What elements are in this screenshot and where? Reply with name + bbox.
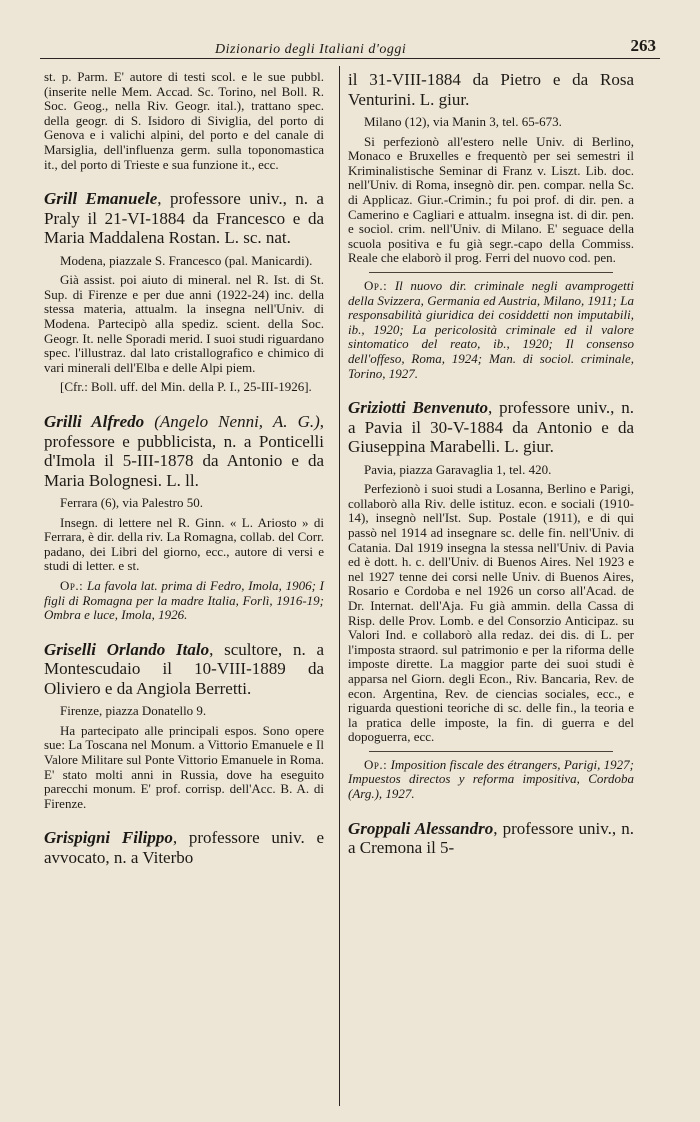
continuation-head: il 31-VIII-1884 da Pietro e da Rosa Venturini. L. giur. xyxy=(348,70,634,109)
column-divider xyxy=(339,66,340,1106)
works-text: La favola lat. prima di Fedro, Imola, 1906; I figli di Romagna per la madre Italia, Forlì, 1916-19; Ombra e luce, Imola, 1926. xyxy=(44,577,324,623)
entry-address: Firenze, piazza Donatello 9. xyxy=(60,703,207,719)
entry-alias: (Angelo Nenni, A. G.) xyxy=(154,412,320,431)
entry-address: Ferrara (6), via Palestro 50. xyxy=(60,495,203,510)
entry-name: Grill Emanuele xyxy=(44,189,158,209)
entry-name: Groppali Alessandro xyxy=(348,818,494,838)
entry-head: , professore univ., n. a Cremona il 5- xyxy=(348,818,634,858)
entry-cfr: [Cfr.: Boll. uff. del Min. della P. I., 25-III-1926]. xyxy=(60,379,312,395)
entry-grispigni xyxy=(44,828,324,867)
entry-address: Pavia, piazza Garavaglia 1, tel. 420. xyxy=(364,461,552,477)
works-label: Op.: xyxy=(60,577,84,593)
entry-head: , professore univ., n. a Praly il 21-VI-1884 da Francesco e da Maria Maddalena Rostan. L. sc. nat. xyxy=(44,189,324,248)
entry-head: , professore e pubblicista, n. a Ponticelli d'Imola il 5-III-1878 da Antonio e da Maria Bolognesi. L. ll. xyxy=(44,412,325,490)
entry-grill xyxy=(44,189,324,395)
entry-body: Insegn. di lettere nel R. Ginn. « L. Ariosto » di Ferrara, è dir. della riv. La Romagna, collab. del Corr. padano, dei Libri del giorno, ecc., autore di versi e studi di letter. e st. xyxy=(44,514,324,574)
page-number: 263 xyxy=(630,36,656,55)
entry-griselli xyxy=(44,640,324,812)
entry-head: , scultore, n. a Montescudaio il 10-VIII-1889 da Oliviero e da Angiola Berretti. xyxy=(44,639,324,698)
entry-body: Ha partecipato alle principali espos. Sono opere sue: La Toscana nel Monum. a Vittorio Emanuele e Il Valore Militare sul Ponte Vittorio Emanuele in Roma. E' stato molti anni in Russia, dove ha eseguito parecchi monum. E' prof. corrisp. dell'Acc. B. A. di Firenze. xyxy=(44,722,324,811)
entry-name: Grispigni Filippo xyxy=(44,828,173,848)
entry-griziotti xyxy=(348,398,634,802)
entry-address: Milano (12), via Manin 3, tel. 65-673. xyxy=(364,114,562,129)
entry-works xyxy=(348,279,634,381)
page-header xyxy=(40,28,660,59)
entry-name: Griziotti Benvenuto xyxy=(348,398,489,418)
entry-body: Già assist. poi aiuto di mineral. nel R. Ist. di St. Sup. di Firenze e per due anni (1922-24) inc. della stessa materia, attualm. la insegna nell'Univ. di Modena. Partecipò alla spediz. scient. della Soc. Geogr. It. nelle Sporadi merid. I suoi studi riguardano spec. l'illustraz. dal lato cristallografico e chimico di vari minerali dell'Elba e delle Alpi piem. xyxy=(44,272,324,375)
entry-head: , professore univ., n. a Pavia il 30-V-1884 da Antonio e da Giuseppina Marabelli. L. giur. xyxy=(348,398,634,457)
works-label: Op.: xyxy=(364,277,388,293)
works-text: Il nuovo dir. criminale negli avamprogetti della Svizzera, Germania ed Austria, Milano, 1911; La responsabilità giuridica dei cosiddetti non imputabili, ib., 1920; La pericolosità criminale ed il valore sintomatico del reato, ib., 1920; Il consenso dell'offeso, Roma, 1924; Man. di sociol. criminale, Torino, 1927. xyxy=(348,277,634,381)
works-label: Op.: xyxy=(364,756,388,772)
right-column xyxy=(348,70,634,864)
entry-works xyxy=(44,579,324,623)
continuation-text: st. p. Parm. E' autore di testi scol. e le sue pubbl. (inserite nelle Mem. Accad. Sc. Torino, nel Boll. R. Soc. Geog., nella Riv. Geogr. ital.), trattano spec. della geogr. di S. Isidoro di Siviglia, del porto di Genova e i valichi alpini, del porto e del canale di Marsiglia, dell'influenza germ. sulla toponomastica it., del porto di Trieste e sua funzione it., ecc. xyxy=(44,69,324,172)
entry-body: Perfezionò i suoi studi a Losanna, Berlino e Parigi, collaborò alla Riv. delle istituz. econ. e sociali (1910-14), insegnò nell'Ist. Sup. Postale (1911), e di qui passò nel 1914 ad insegnare sc. delle fin. nell'Univ. di Catania. Dal 1919 insegna la stessa nell'Univ. di Pavia ed è dott. h. c. dell'Univ. di Buenos Aires. Nel 1923 e nel 1927 tenne dei corsi nelle Univ. di Buenos Aires, Rosario e Cordoba e nel 1926 un corso all'Acad. de Dr. Internat. dell'Aja. Fu già ammin. della Cassa di Risp. delle Prov. Lomb. e del Consorzio Anticipaz. su Valori Ind. e collaborò alla redaz. dei dis. di L. per l'imposta straord. sul patrimonio e per la riforma delle imposte dirette. La maggior parte dei suoi studi è apparsa nel Giorn. degli Econ., Riv. Bancaria, Rev. de econ. Argentina, Rev. de ciencias sociales, ecc., e riguarda questioni teoriche di sc. delle fin., la teoria e la pratica delle imposte, la fin. di guerra e del dopoguerra, ecc. xyxy=(348,481,634,745)
separator-rule xyxy=(369,272,612,273)
entry-name: Griselli Orlando Italo xyxy=(44,639,210,659)
entry-grilli xyxy=(44,412,324,623)
separator-rule xyxy=(369,751,612,752)
entry-address: Modena, piazzale S. Francesco (pal. Manicardi). xyxy=(60,252,313,268)
entry-name: Grilli Alfredo xyxy=(44,412,145,431)
left-column xyxy=(44,70,324,873)
entry-groppali xyxy=(348,819,634,858)
entry-works xyxy=(348,758,634,802)
running-title: Dizionario degli Italiani d'oggi xyxy=(215,42,407,57)
works-text: Imposition fiscale des étrangers, Parigi, 1927; Impuestos directos y reforma impositiva, Cordoba (Arg.), 1927. xyxy=(348,756,634,802)
entry-head: , professore univ. e avvocato, n. a Viterbo xyxy=(44,828,324,867)
entry-body: Si perfezionò all'estero nelle Univ. di Berlino, Monaco e Bruxelles e frequentò per sei semestri il Kriminalistische Seminar di Franz v. Liszt. Lib. doc. nell'Univ. di Roma, insegnò dir. pen. compar. nella Sc. di Applicaz. Giur.-Crimin.; fu poi prof. di dir. pen. a Camerino e Cagliari e attualm. insegna ist. di dir. pen. e sociol. crim. nell'Univ. di Milano. E' seguace della scuola positiva e fu già segr.-capo della Commiss. Reale che elaborò il prog. Ferri del nuovo cod. pen. xyxy=(348,133,634,266)
